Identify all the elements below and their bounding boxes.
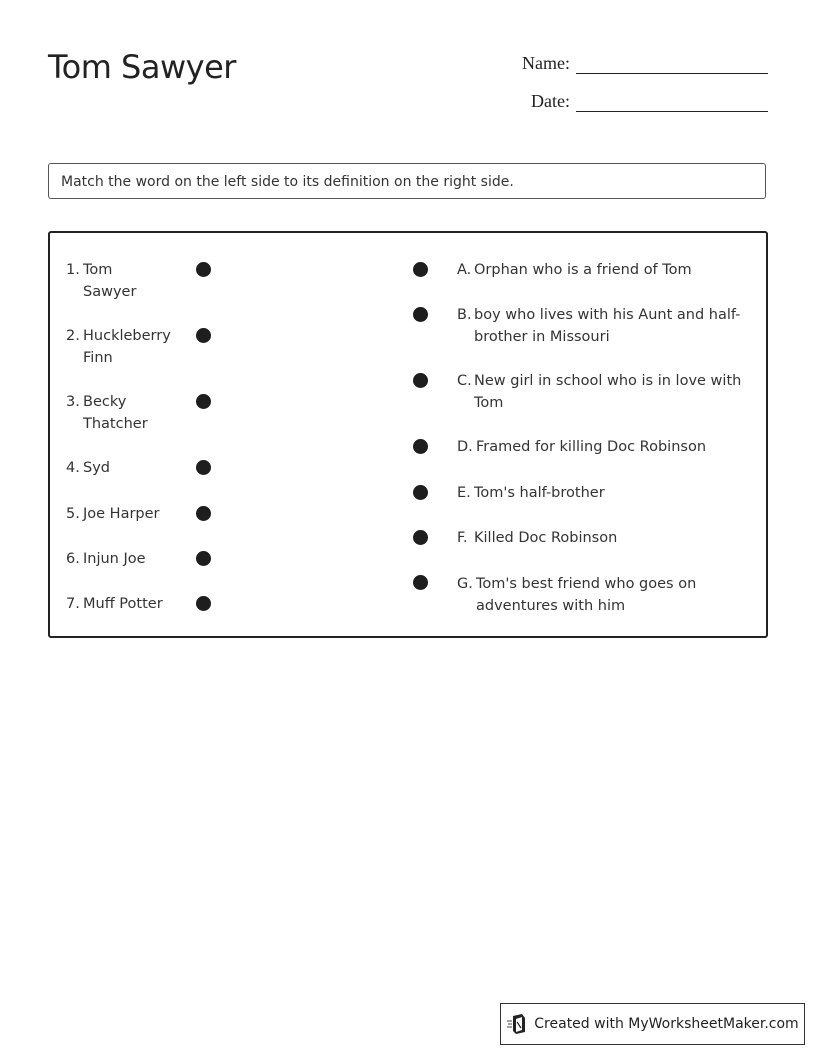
left-match-dot-3[interactable] <box>196 394 211 409</box>
worksheet-logo-icon <box>506 1013 528 1035</box>
item-number: 3. <box>66 394 80 410</box>
page-title: Tom Sawyer <box>48 48 236 86</box>
right-match-dot-f[interactable] <box>413 530 428 545</box>
item-text: Syd <box>83 460 110 476</box>
item-text: Framed for killing Doc Robinson <box>476 439 707 455</box>
name-label: Name: <box>522 53 570 73</box>
item-number: 6. <box>66 551 80 567</box>
left-item-3 <box>66 391 148 435</box>
right-item-a <box>457 259 692 281</box>
date-line[interactable] <box>576 93 768 112</box>
item-text: boy who lives with his Aunt and half- <box>474 307 741 323</box>
right-match-dot-a[interactable] <box>413 262 428 277</box>
left-match-dot-7[interactable] <box>196 596 211 611</box>
right-item-e <box>457 482 605 504</box>
item-text: Tom's best friend who goes on <box>476 576 697 592</box>
date-label: Date: <box>531 91 570 111</box>
instructions-box: Match the word on the left side to its definition on the right side. <box>48 163 766 199</box>
footer-badge[interactable] <box>500 1003 805 1045</box>
item-letter: A. <box>457 262 472 278</box>
item-text: Tom <box>83 262 113 278</box>
item-text: Thatcher <box>83 416 148 432</box>
item-text: Tom <box>474 395 504 411</box>
left-match-dot-5[interactable] <box>196 506 211 521</box>
right-match-dot-g[interactable] <box>413 575 428 590</box>
item-number: 5. <box>66 506 80 522</box>
item-text: Injun Joe <box>83 551 146 567</box>
item-text: Sawyer <box>83 284 137 300</box>
item-text: Huckleberry <box>83 328 171 344</box>
item-text: Killed Doc Robinson <box>474 530 618 546</box>
item-text: Becky <box>83 394 127 410</box>
item-text: adventures with him <box>476 598 626 614</box>
right-item-f <box>457 527 617 549</box>
item-text: Muff Potter <box>83 596 163 612</box>
left-match-dot-4[interactable] <box>196 460 211 475</box>
left-match-dot-2[interactable] <box>196 328 211 343</box>
item-text: Joe Harper <box>83 506 160 522</box>
right-match-dot-e[interactable] <box>413 485 428 500</box>
right-item-g <box>457 573 696 617</box>
right-match-dot-b[interactable] <box>413 307 428 322</box>
item-text: Finn <box>83 350 113 366</box>
left-match-dot-6[interactable] <box>196 551 211 566</box>
left-item-1 <box>66 259 136 303</box>
right-item-d <box>457 436 706 458</box>
item-letter: E. <box>457 485 471 501</box>
matching-box <box>48 231 768 638</box>
item-text: Tom's half-brother <box>474 485 605 501</box>
footer-text: Created with MyWorksheetMaker.com <box>534 1016 799 1032</box>
item-number: 2. <box>66 328 80 344</box>
item-number: 1. <box>66 262 80 278</box>
item-letter: D. <box>457 439 473 455</box>
left-item-2 <box>66 325 171 369</box>
right-item-c <box>457 370 741 414</box>
name-field <box>522 53 768 74</box>
item-text: New girl in school who is in love with <box>474 373 742 389</box>
item-letter: F. <box>457 530 468 546</box>
item-text: brother in Missouri <box>474 329 610 345</box>
left-item-4 <box>66 457 110 479</box>
name-line[interactable] <box>576 55 768 74</box>
item-letter: C. <box>457 373 472 389</box>
item-letter: B. <box>457 307 472 323</box>
left-item-5 <box>66 503 160 525</box>
left-item-7 <box>66 593 163 615</box>
item-letter: G. <box>457 576 473 592</box>
left-item-6 <box>66 548 146 570</box>
item-number: 7. <box>66 596 80 612</box>
left-match-dot-1[interactable] <box>196 262 211 277</box>
date-field <box>531 91 768 112</box>
item-text: Orphan who is a friend of Tom <box>474 262 692 278</box>
right-item-b <box>457 304 740 348</box>
item-number: 4. <box>66 460 80 476</box>
right-match-dot-c[interactable] <box>413 373 428 388</box>
right-match-dot-d[interactable] <box>413 439 428 454</box>
